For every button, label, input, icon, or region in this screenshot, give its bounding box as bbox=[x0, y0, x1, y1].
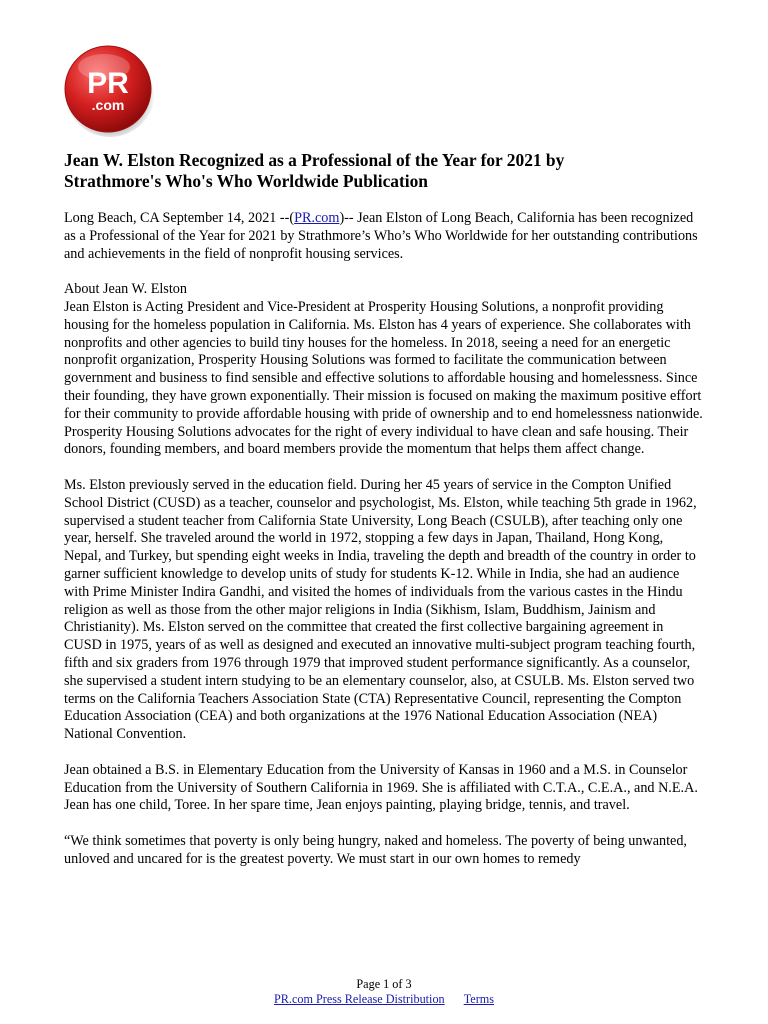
intro-suffix: )-- Jean Elston of Long Beach, California has been recognized as a Professional of the Year for 2021 by Strathmore’s Who’s Who Worldwide for her outstanding contributions and achievements in the field of nonprofit housing services. bbox=[64, 210, 698, 262]
pr-com-link[interactable]: PR.com bbox=[294, 210, 340, 226]
pr-com-logo-graphic bbox=[62, 43, 156, 137]
headline-line-1: Jean W. Elston Recognized as a Professional of the Year for 2021 by bbox=[64, 150, 565, 170]
intro-prefix: Long Beach, CA September 14, 2021 --( bbox=[64, 210, 295, 226]
body-paragraph-2: Ms. Elston previously served in the education field. During her 45 years of service in the Compton Unified School District (CUSD) as a teacher, counselor and psychologist, Ms. Elston, while teaching 5th grade in 1962, supervised a student teacher from California State University, Long Beach (CSULB), after teaching only one year, herself. She traveled around the world in 1972, stopping a few days in Japan, Thailand, Hong Kong, Nepal, and Turkey, but spending eight weeks in India, traveling the depth and breadth of the country in order to garner sufficient knowledge to develop units of study for students K-12. While in India, she had an audience with Prime Minister Indira Gandhi, and visited the homes of individuals from the various castes in the Hindu religion as well as those from the other major religions in India (Sikhism, Islam, Buddhism, Jainism and Christianity). Ms. Elston served on the committee that created the first collective bargaining agreement in CUSD in 1975, years of as well as designed and executed an innovative multi-subject program teaching fourth, fifth and six graders from 1976 through 1979 that improved student performance significantly. As a counselor, she supervised a student intern studying to be an elementary counselor, also, at CSULB. Ms. Elston served two terms on the California Teachers Association State (CTA) Representative Council, representing the Compton Education Association (CEA) and both organizations at the 1976 National Education Association (NEA) National Convention. bbox=[64, 476, 697, 743]
body-paragraph-1: Jean Elston is Acting President and Vice-President at Prosperity Housing Solutions, a nonprofit providing housing for the homeless population in California. Ms. Elston has 4 years of experience. She collaborates with nonprofits and other agencies to build tiny houses for the homeless. In 2018, seeing a need for an energetic nonprofit organization, Prosperity Housing Solutions was formed to facilitate the communication between government and business to find sensible and effective solutions to affordable housing and homelessness. Since their founding, they have grown exponentially. Their mission is focused on making the maximum positive effort for their community to provide affordable housing with pride of ownership and to end homelessness nationwide. Prosperity Housing Solutions advocates for the right of every individual to have clean and safe housing. Their donors, founding members, and board members provide the momentum that helps them affect change. bbox=[64, 298, 703, 458]
press-release-headline bbox=[64, 150, 704, 192]
distribution-link[interactable]: PR.com Press Release Distribution bbox=[274, 992, 445, 1006]
body-paragraph-4: “We think sometimes that poverty is only being hungry, naked and homeless. The poverty of being unwanted, unloved and uncared for is the greatest poverty. We must start in our own homes to remedy bbox=[64, 832, 687, 867]
page-number: Page 1 of 3 bbox=[356, 977, 412, 991]
page-footer bbox=[0, 977, 768, 1007]
press-release-body bbox=[64, 210, 704, 886]
about-heading: About Jean W. Elston bbox=[64, 281, 187, 298]
logo-bottom-text: .com bbox=[91, 97, 125, 113]
terms-link[interactable]: Terms bbox=[463, 992, 494, 1006]
logo-top-text: PR bbox=[87, 67, 129, 100]
intro-paragraph bbox=[64, 210, 704, 263]
footer-links bbox=[0, 992, 768, 1007]
body-paragraph-3: Jean obtained a B.S. in Elementary Education from the University of Kansas in 1960 and a M.S. in Counselor Education from the University of Southern California in 1969. She is affiliated with C.T.A., C.E.A., and N.E.A. Jean has one child, Toree. In her spare time, Jean enjoys painting, playing bridge, tennis, and travel. bbox=[64, 761, 698, 814]
headline-line-2: Strathmore's Who's Who Worldwide Publication bbox=[64, 171, 428, 191]
pr-com-logo bbox=[62, 43, 156, 137]
